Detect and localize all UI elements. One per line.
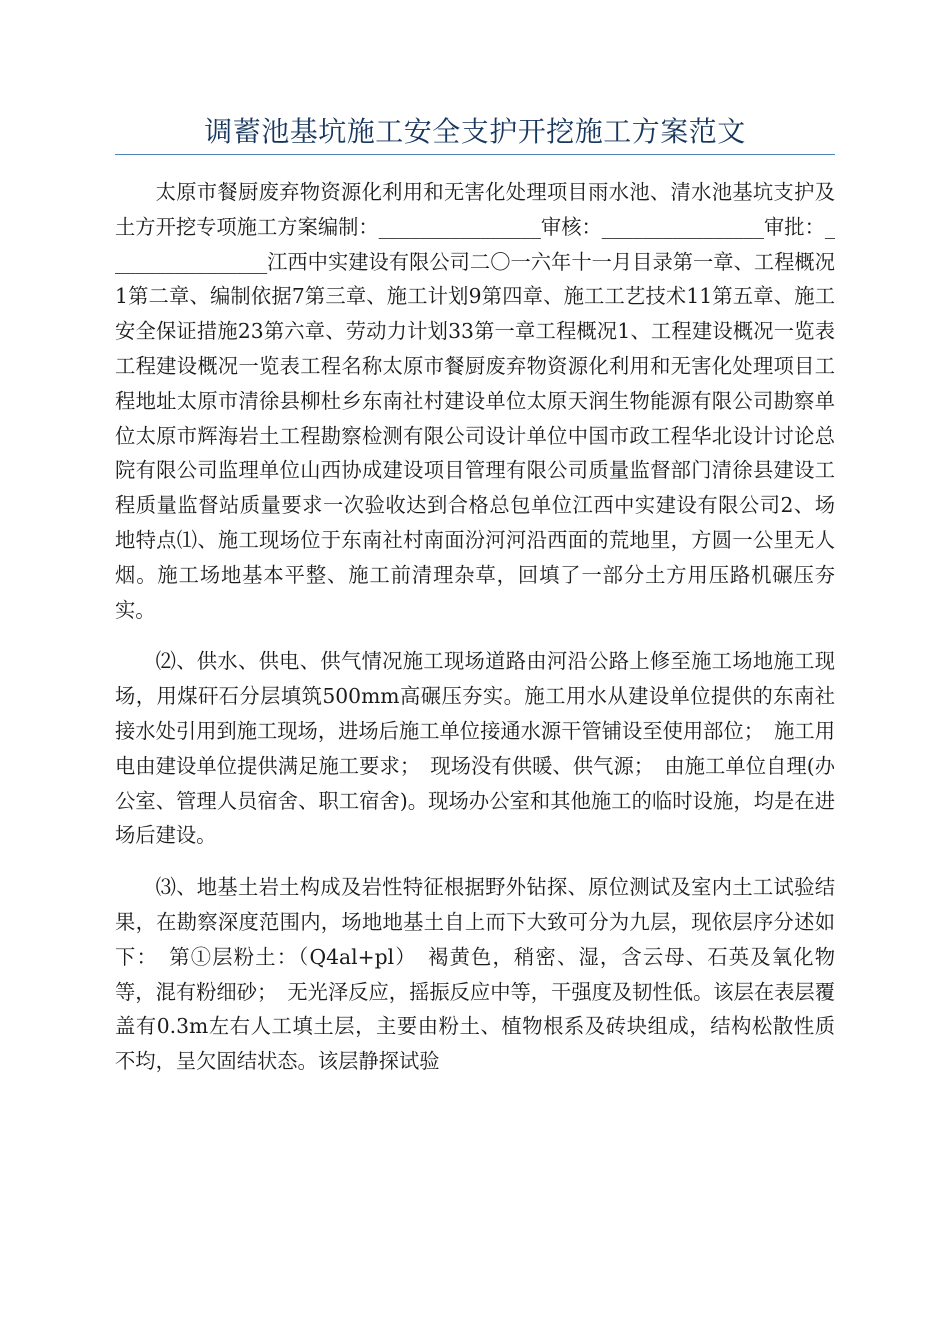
document-body [115, 175, 835, 1096]
paragraph-1: 太原市餐厨废弃物资源化利用和无害化处理项目雨水池、清水池基坑支护及土方开挖专项施工方案编制：________________审核：________________审批：________________江西中实建设有限公司二〇一六年十一月目录第一章、工程概况1第二章、编制依据7第三章、施工计划9第四章、施工工艺技术11第五章、施工安全保证措施23第六章、劳动力计划33第一章工程概况1、工程建设概况一览表工程建设概况一览表工程名称太原市餐厨废弃物资源化利用和无害化处理项目工程地址太原市清徐县柳杜乡东南社村建设单位太原天润生物能源有限公司勘察单位太原市辉海岩土工程勘察检测有限公司设计单位中国市政工程华北设计讨论总院有限公司监理单位山西协成建设项目管理有限公司质量监督部门清徐县建设工程质量监督站质量要求一次验收达到合格总包单位江西中实建设有限公司2、场地特点⑴、施工现场位于东南社村南面汾河河沿西面的荒地里，方圆一公里无人烟。施工场地基本平整、施工前清理杂草，回填了一部分土方用压路机碾压夯实。 [115, 180, 835, 622]
title-underline [115, 154, 835, 155]
paragraph-3: ⑶、地基土岩土构成及岩性特征根据野外钻探、原位测试及室内土工试验结果，在勘察深度范围内，场地地基土自上而下大致可分为九层，现依层序分述如下： 第①层粉土：（Q4al+pl） 褐黄色，稍密、湿，含云母、石英及氧化物等，混有粉细砂； 无光泽反应，摇振反应中等，干强度及韧性低。该层在表层覆盖有0.3m左右人工填土层，主要由粉土、植物根系及砖块组成，结构松散性质不均，呈欠固结状态。该层静探试验 [115, 875, 835, 1074]
document-title: 调蓄池基坑施工安全支护开挖施工方案范文 [204, 115, 746, 148]
paragraph-2: ⑵、供水、供电、供气情况施工现场道路由河沿公路上修至施工场地施工现场，用煤矸石分层填筑500mm高碾压夯实。施工用水从建设单位提供的东南社接水处引用到施工现场，进场后施工单位接通水源干管铺设至使用部位； 施工用电由建设单位提供满足施工要求； 现场没有供暖、供气源； 由施工单位自理(办公室、管理人员宿舍、职工宿舍)。现场办公室和其他施工的临时设施，均是在进场后建设。 [115, 649, 835, 848]
